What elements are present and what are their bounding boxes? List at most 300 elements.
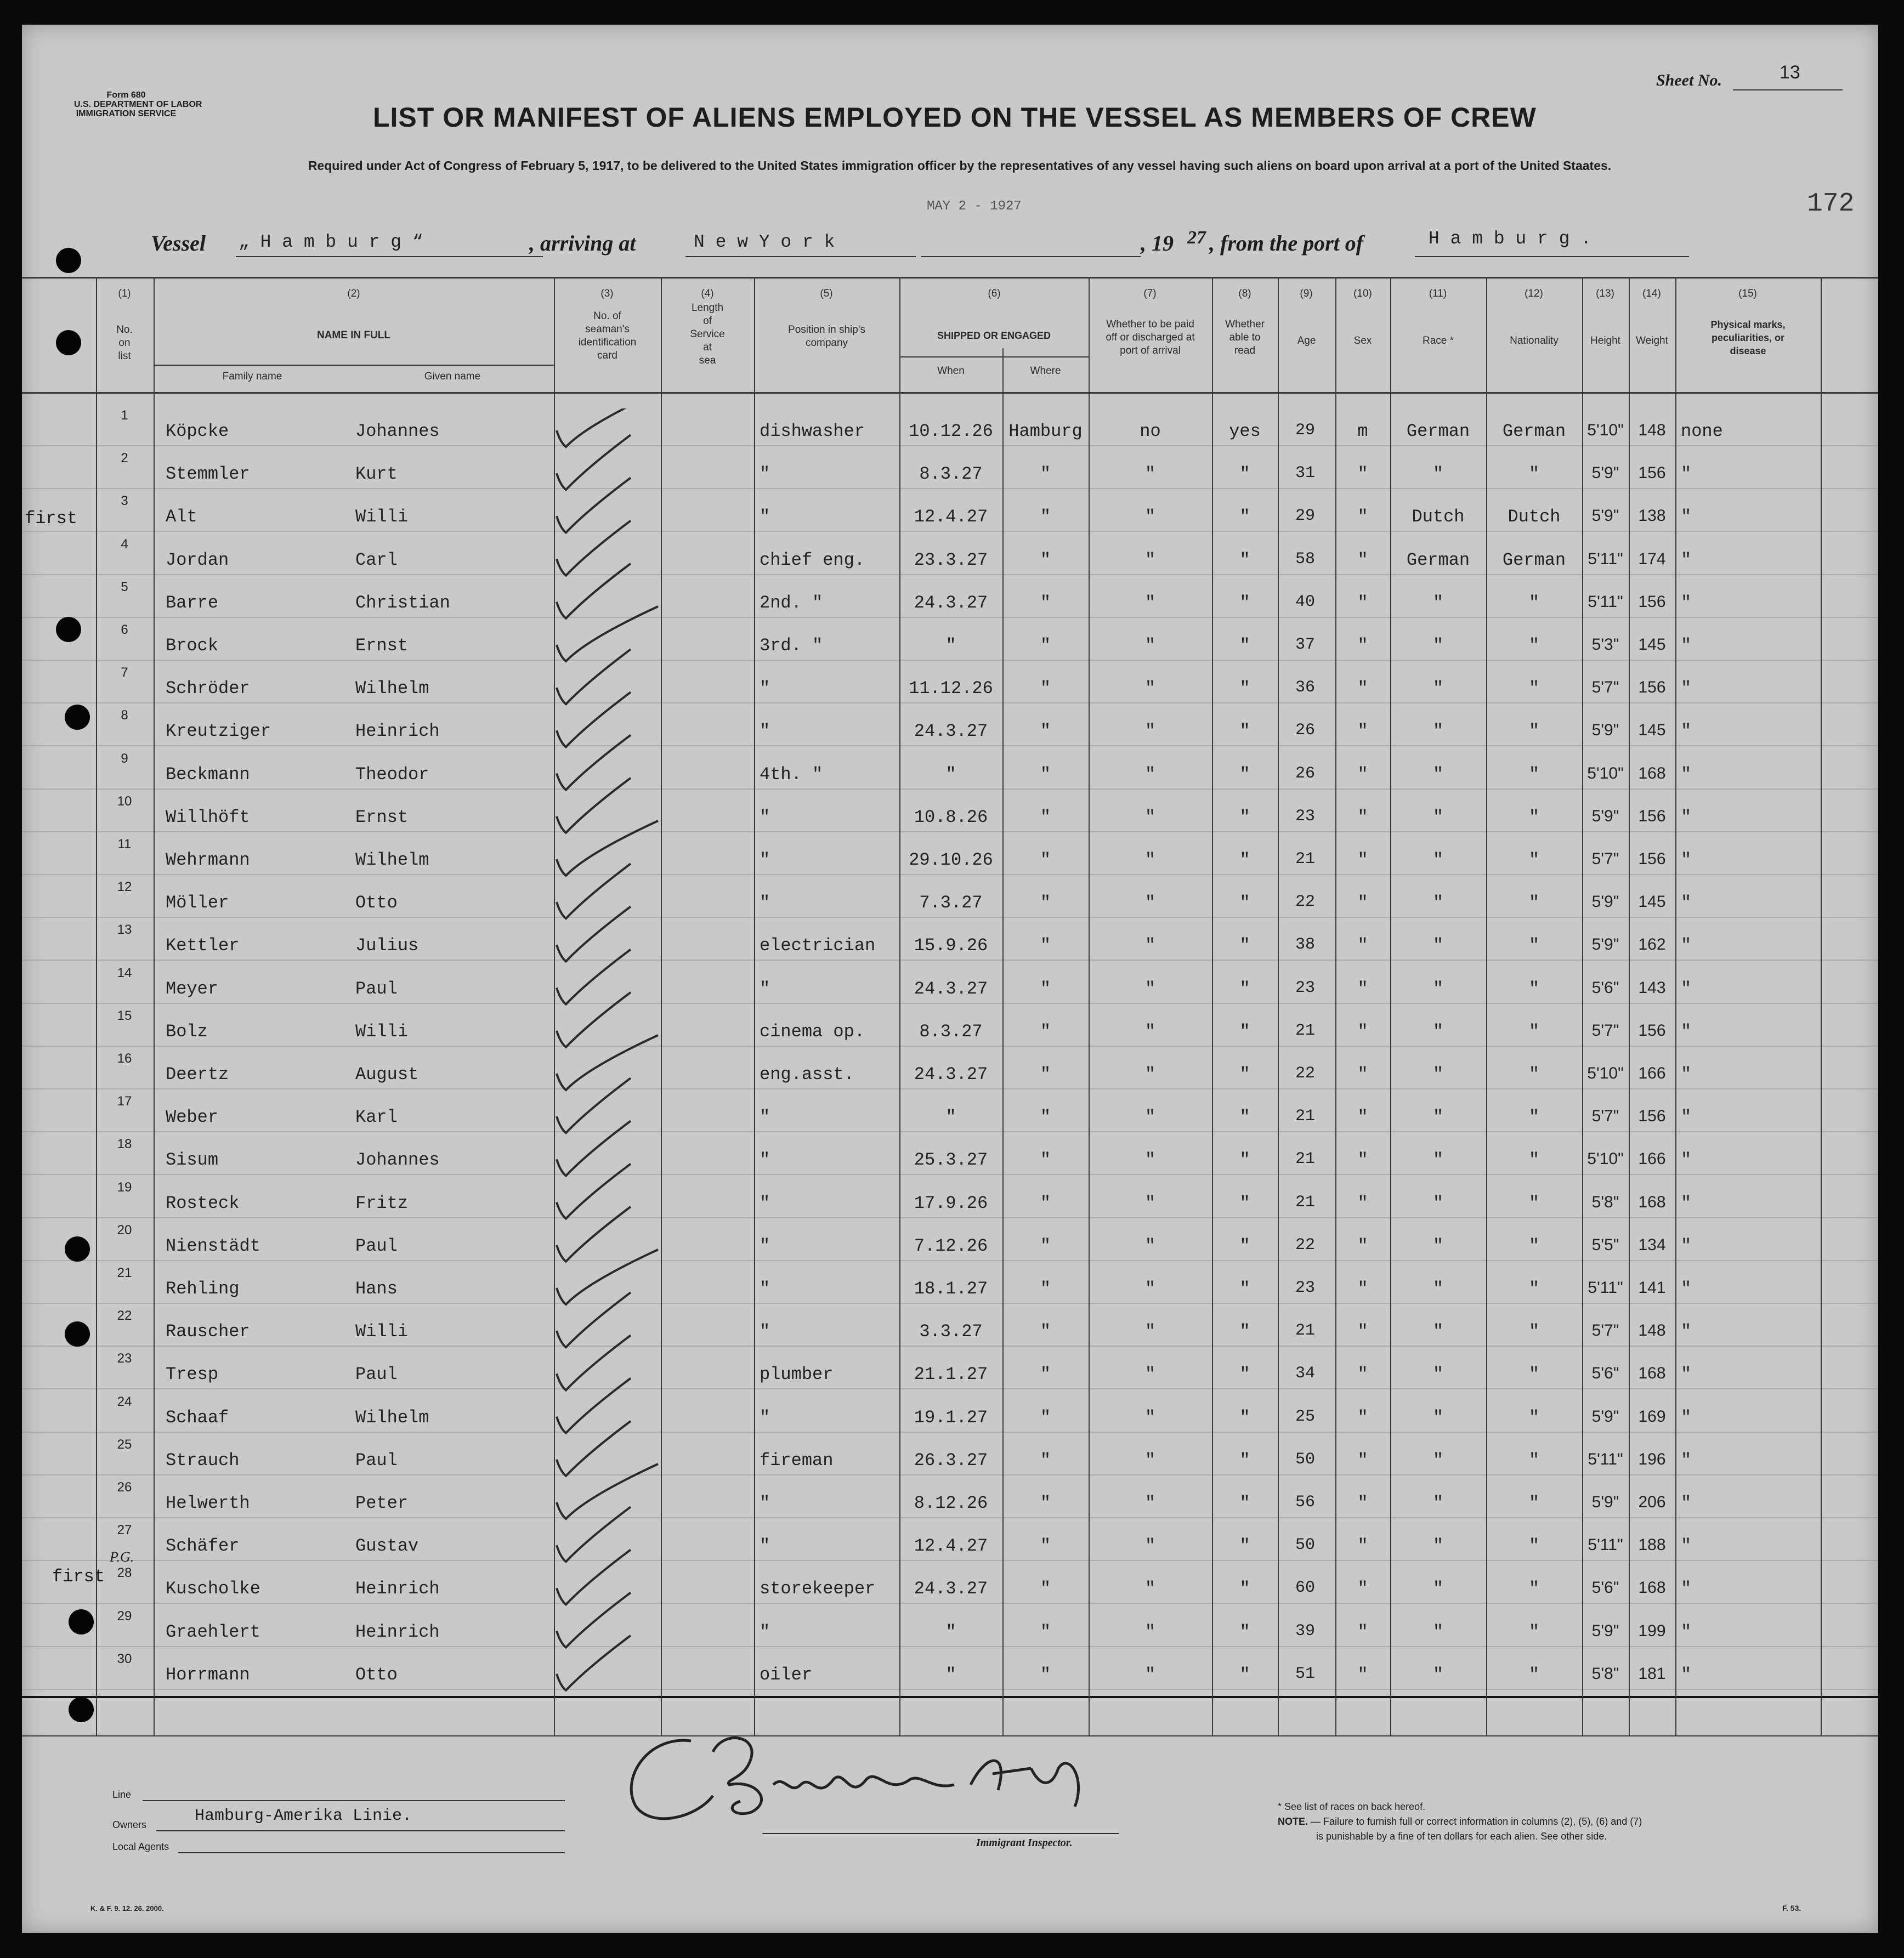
cell-shipped-when: 24.3.27 [914, 721, 988, 742]
col-divider [1675, 277, 1676, 1735]
received-date-stamp: MAY 2 - 1927 [927, 199, 1022, 214]
cell-shipped-when: 18.1.27 [914, 1279, 988, 1299]
cell-family-name: Stemmler [166, 464, 250, 485]
cell-physical-marks: " [1681, 1193, 1692, 1213]
cell-shipped-where: " [1040, 807, 1051, 827]
form-code: F. 53. [1782, 1904, 1801, 1912]
ruled-line [22, 831, 1878, 832]
cell-given-name: Willi [355, 1321, 409, 1342]
cell-nationality: " [1528, 721, 1540, 742]
vessel-underline [236, 256, 543, 257]
checkmark [557, 1035, 658, 1090]
cell-weight: 168 [1638, 1364, 1666, 1383]
cell-physical-marks: " [1681, 1021, 1692, 1042]
fine-note [1278, 1816, 1642, 1828]
checkmark [557, 1078, 631, 1133]
cell-nationality: " [1528, 893, 1540, 913]
ruled-line [22, 1517, 1878, 1518]
ruled-line [22, 1346, 1878, 1347]
cell-age: 40 [1295, 592, 1315, 611]
cell-family-name: Jordan [166, 549, 229, 570]
cell-age: 26 [1295, 721, 1315, 740]
cell-sex: " [1357, 1621, 1368, 1642]
cell-position: fireman [760, 1450, 834, 1471]
cell-shipped-where: " [1040, 1364, 1051, 1385]
cell-family-name: Strauch [166, 1450, 240, 1471]
cell-shipped-when: 7.3.27 [919, 893, 983, 913]
cell-position: cinema op. [760, 1021, 865, 1042]
cell-given-name: Gustav [355, 1536, 419, 1557]
cell-family-name: Kuscholke [166, 1579, 260, 1599]
cell-family-name: Rauscher [166, 1321, 250, 1342]
cell-position: chief eng. [760, 549, 865, 570]
footer-line-underline [143, 1800, 565, 1801]
cell-physical-marks: " [1681, 592, 1692, 613]
cell-sex: " [1357, 850, 1368, 870]
cell-shipped-where: " [1040, 635, 1051, 656]
cell-sex: " [1357, 721, 1368, 742]
cell-given-name: Fritz [355, 1193, 409, 1213]
ruled-line [22, 445, 1878, 446]
cell-position: " [760, 464, 770, 485]
cell-nationality: " [1528, 1150, 1540, 1171]
cell-race: " [1432, 1579, 1444, 1599]
cell-paid-off: " [1144, 1321, 1156, 1342]
cell-height: 5'7" [1591, 850, 1619, 868]
checkmark [557, 606, 658, 661]
cell-physical-marks: " [1681, 1664, 1692, 1685]
fine-note-2: is punishable by a fine of ten dollars for each alien. See other side. [1316, 1831, 1607, 1842]
cell-given-name: Johannes [355, 1150, 440, 1171]
cell-family-name: Willhöft [166, 807, 250, 827]
inspector-label: Immigrant Inspector. [976, 1837, 1073, 1849]
cell-family-name: Brock [166, 635, 219, 656]
cell-able-read: " [1239, 464, 1250, 485]
cell-race: " [1432, 1493, 1444, 1513]
cell-nationality: " [1528, 1450, 1540, 1471]
cell-family-name: Schaaf [166, 1407, 229, 1428]
cell-family-name: Alt [166, 507, 197, 527]
cell-able-read: " [1239, 893, 1250, 913]
cell-sex: " [1357, 635, 1368, 656]
cell-shipped-where: " [1040, 592, 1051, 613]
cell-height: 5'3" [1591, 635, 1619, 654]
cell-nationality: " [1528, 1193, 1540, 1213]
cell-weight: 168 [1638, 1193, 1666, 1211]
cell-weight: 148 [1638, 421, 1666, 439]
cell-height: 5'9" [1591, 721, 1619, 740]
checkmark [557, 692, 631, 747]
cell-sex: " [1357, 1321, 1368, 1342]
cell-sex: " [1357, 1193, 1368, 1213]
cell-no: 5 [121, 579, 128, 594]
cell-shipped-where: " [1040, 978, 1051, 999]
cell-shipped-when: 24.3.27 [914, 978, 988, 999]
cell-family-name: Barre [166, 592, 219, 613]
cell-no: 28 [117, 1565, 132, 1581]
note-text: — Failure to furnish full or correct information in columns (2), (5), (6) and (7) [1311, 1816, 1642, 1827]
cell-no: 7 [121, 665, 128, 680]
ruled-line [22, 488, 1878, 489]
cell-given-name: August [355, 1064, 419, 1085]
cell-shipped-where: " [1040, 549, 1051, 570]
cell-no: 15 [117, 1008, 132, 1023]
cell-weight: 196 [1638, 1450, 1666, 1468]
cell-position: " [760, 721, 770, 742]
cell-nationality: " [1528, 464, 1540, 485]
cell-height: 5'9" [1591, 893, 1619, 911]
ruled-line [22, 1560, 1878, 1561]
cell-family-name: Deertz [166, 1064, 229, 1085]
cell-shipped-where: " [1040, 1321, 1051, 1342]
cell-paid-off: " [1144, 1021, 1156, 1042]
cell-race: German [1406, 549, 1470, 570]
cell-position: " [760, 1193, 770, 1213]
arriving-label: , arriving at [529, 231, 636, 256]
cell-shipped-where: " [1040, 1021, 1051, 1042]
checkmark [557, 1421, 631, 1476]
cell-weight: 134 [1638, 1235, 1666, 1254]
cell-race: " [1432, 807, 1444, 827]
cell-age: 29 [1295, 421, 1315, 440]
cell-age: 51 [1295, 1664, 1315, 1683]
ruled-line [22, 1646, 1878, 1647]
header-position: Position in ship's company [788, 324, 865, 349]
cell-age: 26 [1295, 764, 1315, 783]
cell-paid-off: " [1144, 592, 1156, 613]
cell-shipped-where: " [1040, 1235, 1051, 1256]
cell-no: 11 [117, 837, 132, 852]
cell-weight: 168 [1638, 764, 1666, 782]
cell-height: 5'9" [1591, 935, 1619, 954]
inspector-underline [762, 1833, 1119, 1834]
col-divider [1582, 277, 1583, 1735]
cell-weight: 145 [1638, 893, 1666, 911]
header-when: When [937, 365, 965, 377]
cell-age: 50 [1295, 1450, 1315, 1469]
checkmark [557, 1207, 631, 1262]
cell-able-read: " [1239, 1321, 1250, 1342]
races-note: * See list of races on back hereof. [1278, 1801, 1426, 1812]
cell-given-name: Otto [355, 893, 398, 913]
header-paid-off: Whether to be paid off or discharged at port of arrival [1106, 319, 1195, 356]
cell-able-read: " [1239, 1407, 1250, 1428]
cell-shipped-when: 8.3.27 [919, 464, 983, 485]
cell-able-read: " [1239, 935, 1250, 956]
cell-position: " [760, 1235, 770, 1256]
cell-sex: " [1357, 549, 1368, 570]
cell-shipped-when: 24.3.27 [914, 1064, 988, 1085]
sheet-number-underline [1733, 89, 1843, 90]
cell-age: 36 [1295, 678, 1315, 697]
cell-physical-marks: " [1681, 1279, 1692, 1299]
cell-paid-off: " [1144, 549, 1156, 570]
checkmark [557, 1464, 658, 1519]
cell-age: 38 [1295, 935, 1315, 955]
cell-family-name: Graehlert [166, 1621, 260, 1642]
cell-no: 10 [117, 793, 132, 809]
cell-height: 5'6" [1591, 1364, 1619, 1383]
cell-family-name: Möller [166, 893, 229, 913]
form-service: IMMIGRATION SERVICE [76, 109, 177, 118]
header-sex: Sex [1353, 335, 1372, 347]
cell-nationality: German [1502, 549, 1566, 570]
cell-able-read: " [1239, 1579, 1250, 1599]
col-num-11: (11) [1429, 288, 1447, 299]
arriving-port: N e w Y o r k [694, 232, 835, 252]
cell-position: " [760, 678, 770, 699]
cell-height: 5'10" [1587, 1150, 1624, 1168]
col-num-10: (10) [1353, 288, 1372, 299]
binder-hole [56, 248, 81, 273]
cell-family-name: Schäfer [166, 1536, 240, 1557]
cell-able-read: " [1239, 1536, 1250, 1557]
cell-paid-off: " [1144, 507, 1156, 527]
cell-able-read: " [1239, 549, 1250, 570]
cell-family-name: Schröder [166, 678, 250, 699]
cell-able-read: " [1239, 1193, 1250, 1213]
col-num-9: (9) [1300, 288, 1313, 299]
cell-sex: " [1357, 1064, 1368, 1085]
cell-no: 2 [121, 451, 128, 466]
cell-family-name: Meyer [166, 978, 219, 999]
cell-sex: " [1357, 935, 1368, 956]
cell-race: " [1432, 1364, 1444, 1385]
cell-physical-marks: " [1681, 1536, 1692, 1557]
cell-position: " [760, 850, 770, 870]
cell-race: " [1432, 1536, 1444, 1557]
arriving-underline [685, 256, 916, 257]
cell-physical-marks: " [1681, 1321, 1692, 1342]
cell-given-name: Karl [355, 1107, 398, 1128]
cell-shipped-where: " [1040, 721, 1051, 742]
header-nationality: Nationality [1510, 335, 1559, 347]
cell-weight: 166 [1638, 1150, 1666, 1168]
cell-paid-off: " [1144, 1536, 1156, 1557]
cell-sex: " [1357, 1450, 1368, 1471]
cell-no: 18 [117, 1137, 132, 1152]
ruled-line [22, 531, 1878, 532]
cell-shipped-where: " [1040, 1407, 1051, 1428]
cell-age: 21 [1295, 850, 1315, 869]
cell-position: " [760, 1407, 770, 1428]
cell-weight: 138 [1638, 507, 1666, 525]
cell-shipped-when: 29.10.26 [909, 850, 993, 870]
col-divider [1335, 277, 1336, 1735]
cell-able-read: " [1239, 592, 1250, 613]
checkmark [557, 649, 631, 704]
cell-physical-marks: " [1681, 1407, 1692, 1428]
cell-nationality: " [1528, 978, 1540, 999]
cell-age: 34 [1295, 1364, 1315, 1383]
manifest-sheet [22, 25, 1878, 1933]
ruled-line [22, 874, 1878, 875]
cell-shipped-when: 21.1.27 [914, 1364, 988, 1385]
cell-shipped-where: " [1040, 1064, 1051, 1085]
cell-family-name: Rosteck [166, 1193, 240, 1213]
col-num-15: (15) [1738, 288, 1757, 299]
cell-given-name: Ernst [355, 635, 409, 656]
cell-no: 9 [121, 751, 128, 766]
cell-height: 5'10" [1587, 421, 1624, 439]
cell-position: " [760, 1493, 770, 1513]
cell-paid-off: " [1144, 1579, 1156, 1599]
cell-shipped-where: " [1040, 464, 1051, 485]
cell-given-name: Johannes [355, 421, 440, 441]
cell-age: 21 [1295, 1150, 1315, 1169]
cell-age: 56 [1295, 1493, 1315, 1512]
cell-shipped-where: " [1040, 764, 1051, 785]
checkmark [557, 1292, 631, 1347]
cell-family-name: Sisum [166, 1150, 219, 1171]
cell-able-read: " [1239, 1621, 1250, 1642]
form-number: Form 680 [106, 90, 146, 100]
cell-weight: 148 [1638, 1321, 1666, 1340]
ruled-line [22, 1217, 1878, 1218]
cell-paid-off: " [1144, 893, 1156, 913]
cell-shipped-where: Hamburg [1008, 421, 1083, 441]
cell-sex: " [1357, 807, 1368, 827]
cell-height: 5'9" [1591, 807, 1619, 825]
printer-mark: K. & F. 9. 12. 26. 2000. [90, 1904, 164, 1912]
cell-weight: 199 [1638, 1621, 1666, 1640]
checkmark [557, 864, 631, 918]
col-divider [1278, 277, 1279, 1735]
cell-age: 60 [1295, 1579, 1315, 1598]
cell-sex: " [1357, 1664, 1368, 1685]
cell-physical-marks: " [1681, 1364, 1692, 1385]
cell-no: 23 [117, 1351, 132, 1366]
cell-weight: 143 [1638, 978, 1666, 997]
cell-given-name: Christian [355, 592, 450, 613]
cell-paid-off: " [1144, 721, 1156, 742]
cell-height: 5'11" [1588, 1450, 1623, 1468]
footer-agents-label: Local Agents [112, 1841, 169, 1852]
cell-able-read: " [1239, 807, 1250, 827]
cell-paid-off: no [1140, 421, 1161, 441]
ruled-line [22, 1603, 1878, 1604]
cell-given-name: Wilhelm [355, 850, 429, 870]
cell-age: 22 [1295, 1064, 1315, 1083]
col-num-14: (14) [1642, 288, 1661, 299]
cell-race: German [1406, 421, 1470, 441]
form-identifier [74, 90, 202, 118]
cell-shipped-where: " [1040, 678, 1051, 699]
cell-family-name: Beckmann [166, 764, 250, 785]
from-port: H a m b u r g . [1429, 229, 1592, 249]
cell-height: 5'8" [1591, 1664, 1619, 1683]
cell-no: 26 [117, 1480, 132, 1495]
margin-note-pg: P.G. [110, 1549, 134, 1565]
cell-paid-off: " [1144, 1150, 1156, 1171]
cell-nationality: " [1528, 1321, 1540, 1342]
binder-hole [69, 1609, 94, 1634]
cell-no: 17 [117, 1094, 132, 1109]
cell-race: " [1432, 1450, 1444, 1471]
cell-paid-off: " [1144, 978, 1156, 999]
cell-shipped-when: " [945, 1621, 956, 1642]
cell-able-read: " [1239, 1450, 1250, 1471]
cell-nationality: " [1528, 678, 1540, 699]
page-title: LIST OR MANIFEST OF ALIENS EMPLOYED ON THE VESSEL AS MEMBERS OF CREW [373, 102, 1537, 133]
cell-age: 25 [1295, 1407, 1315, 1426]
cell-shipped-where: " [1040, 1664, 1051, 1685]
cell-race: " [1432, 464, 1444, 485]
cell-nationality: " [1528, 1107, 1540, 1128]
form-department: U.S. DEPARTMENT OF LABOR [74, 100, 202, 109]
cell-shipped-when: 24.3.27 [914, 592, 988, 613]
ruled-line [22, 1131, 1878, 1132]
cell-sex: " [1357, 978, 1368, 999]
header-race: Race * [1422, 335, 1454, 347]
cell-nationality: " [1528, 764, 1540, 785]
year-value: 27 [1187, 228, 1206, 248]
cell-height: 5'9" [1591, 1621, 1619, 1640]
cell-given-name: Kurt [355, 464, 398, 485]
cell-physical-marks: " [1681, 1064, 1692, 1085]
cell-position: 4th. " [760, 764, 823, 785]
col-num-13: (13) [1596, 288, 1614, 299]
cell-position: " [760, 1279, 770, 1299]
cell-shipped-when: 25.3.27 [914, 1150, 988, 1171]
inspector-signature [614, 1719, 1130, 1829]
cell-height: 5'7" [1591, 1107, 1619, 1126]
cell-race: " [1432, 1193, 1444, 1213]
cell-sex: " [1357, 464, 1368, 485]
cell-family-name: Tresp [166, 1364, 219, 1385]
cell-family-name: Horrmann [166, 1664, 250, 1685]
cell-shipped-when: 7.12.26 [914, 1235, 988, 1256]
cell-able-read: " [1239, 1021, 1250, 1042]
cell-shipped-where: " [1040, 1493, 1051, 1513]
cell-shipped-when: 24.3.27 [914, 1579, 988, 1599]
note-label: NOTE. [1278, 1816, 1308, 1827]
cell-race: " [1432, 1107, 1444, 1128]
header-height: Height [1590, 335, 1620, 347]
cell-sex: " [1357, 507, 1368, 527]
cell-age: 23 [1295, 1279, 1315, 1297]
cell-paid-off: " [1144, 1493, 1156, 1513]
cell-shipped-where: " [1040, 1579, 1051, 1599]
cell-able-read: " [1239, 1107, 1250, 1128]
ruled-line [22, 1260, 1878, 1261]
shipped-subheader-rule [899, 356, 1089, 357]
cell-able-read: " [1239, 1493, 1250, 1513]
cell-position: electrician [760, 935, 876, 956]
checkmark [557, 778, 631, 833]
cell-age: 21 [1295, 1021, 1315, 1040]
cell-nationality: " [1528, 807, 1540, 827]
footer-agents-underline [178, 1852, 565, 1853]
cell-position: storekeeper [760, 1579, 876, 1599]
cell-height: 5'6" [1591, 978, 1619, 997]
cell-weight: 145 [1638, 635, 1666, 654]
ruled-line [22, 1088, 1878, 1089]
cell-nationality: " [1528, 1621, 1540, 1642]
cell-given-name: Paul [355, 1450, 398, 1471]
cell-shipped-where: " [1040, 1150, 1051, 1171]
footer-owners-underline [156, 1830, 565, 1831]
cell-physical-marks: " [1681, 464, 1692, 485]
cell-age: 21 [1295, 1193, 1315, 1212]
col-divider [1486, 277, 1487, 1735]
page-subtitle: Required under Act of Congress of February 5, 1917, to be delivered to the United States immigration officer by the representatives of any vessel having such aliens on board upon arrival at a port of the United Staates. [308, 158, 1612, 173]
cell-no: 12 [117, 879, 132, 895]
cell-no: 3 [121, 493, 128, 509]
cell-family-name: Weber [166, 1107, 219, 1128]
cell-race: " [1432, 850, 1444, 870]
cell-age: 31 [1295, 464, 1315, 483]
